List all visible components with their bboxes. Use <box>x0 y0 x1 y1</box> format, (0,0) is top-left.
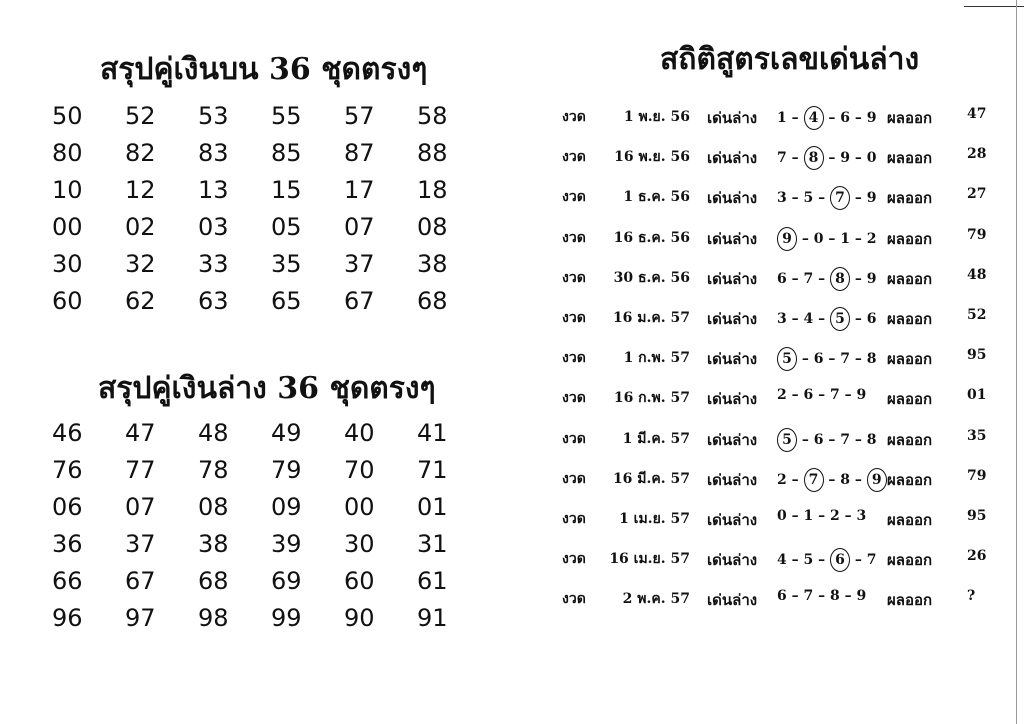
dash-separator: – <box>786 110 804 126</box>
result-value: ? <box>967 588 976 605</box>
dash-separator: – <box>797 351 814 368</box>
lower-pair-cell: 41 <box>417 419 448 447</box>
draw-label: งวด <box>562 309 586 326</box>
upper-pair-cell: 53 <box>198 102 229 130</box>
dash-separator: – <box>786 150 804 167</box>
stats-row <box>562 377 1002 417</box>
top-right-rule <box>964 6 1024 7</box>
circled-digit: 6 <box>830 548 850 572</box>
dash-separator: – <box>813 588 830 605</box>
circled-digit: 5 <box>777 428 797 452</box>
result-label: ผลออก <box>887 189 933 208</box>
lower-pair-cell: 71 <box>417 456 448 484</box>
dash-separator: – <box>813 507 830 524</box>
dash-separator: – <box>850 270 867 287</box>
dash-separator: – <box>839 387 857 404</box>
upper-pair-cell: 32 <box>125 250 156 278</box>
type-label: เด่นล่าง <box>707 551 758 570</box>
upper-pair-cell: 65 <box>271 287 302 315</box>
stats-row <box>562 257 1002 297</box>
upper-pair-cell: 60 <box>52 287 83 315</box>
draw-date: 1 มี.ค. 57 <box>622 430 690 447</box>
upper-pair-cell: 58 <box>417 102 448 130</box>
result-value: 26 <box>967 548 987 565</box>
dash-separator: – <box>823 431 841 448</box>
digit: 7 <box>866 552 877 569</box>
upper-pair-cell: 02 <box>125 213 156 241</box>
result-value: 01 <box>967 387 987 404</box>
upper-pair-cell: 55 <box>271 102 302 130</box>
lower-pair-cell: 09 <box>271 493 302 521</box>
lower-pair-cell: 01 <box>417 493 448 521</box>
circled-digit: 9 <box>867 468 887 492</box>
digit: 7 <box>840 351 850 368</box>
type-label: เด่นล่าง <box>707 470 758 489</box>
result-label: ผลออก <box>887 551 933 570</box>
result-value: 47 <box>967 106 987 122</box>
lower-pair-cell: 60 <box>344 567 375 595</box>
dash-separator: – <box>850 230 867 247</box>
type-label: เด่นล่าง <box>707 149 758 168</box>
digit-sequence <box>777 428 887 452</box>
draw-label: งวด <box>562 551 586 568</box>
result-value: 79 <box>967 467 987 484</box>
circled-digit: 4 <box>804 106 824 130</box>
digit: 2 <box>777 471 787 488</box>
digit: 7 <box>803 270 814 287</box>
draw-date: 16 มี.ค. 57 <box>612 470 690 487</box>
dash-separator: – <box>786 310 804 327</box>
digit: 6 <box>840 110 850 126</box>
type-label: เด่นล่าง <box>707 269 758 288</box>
stats-row <box>562 578 1002 618</box>
digit: 1 <box>803 507 814 524</box>
dash-separator: – <box>813 190 830 207</box>
result-label: ผลออก <box>887 109 933 127</box>
stats-row <box>562 418 1002 458</box>
digit: 0 <box>777 507 787 524</box>
circled-digit: 5 <box>830 307 850 331</box>
digit: 8 <box>866 431 877 448</box>
upper-pair-cell: 38 <box>417 250 448 278</box>
type-label: เด่นล่าง <box>707 350 758 369</box>
stats-row <box>562 176 1002 216</box>
lower-pair-cell: 49 <box>271 419 302 447</box>
lower-pair-cell: 79 <box>271 456 302 484</box>
result-value: 95 <box>967 507 987 524</box>
digit: 6 <box>866 310 877 327</box>
digit: 9 <box>866 270 877 287</box>
dash-separator: – <box>813 270 830 287</box>
result-label: ผลออก <box>887 269 933 288</box>
upper-pair-cell: 52 <box>125 102 156 130</box>
upper-pair-cell: 87 <box>344 139 375 167</box>
draw-label: งวด <box>562 350 586 367</box>
result-value: 35 <box>967 427 987 444</box>
draw-label: งวด <box>562 109 586 125</box>
dash-separator: – <box>823 471 841 488</box>
upper-pair-cell: 33 <box>198 250 229 278</box>
type-label: เด่นล่าง <box>707 109 758 127</box>
upper-pair-cell: 67 <box>344 287 375 315</box>
dash-separator: – <box>839 507 857 524</box>
lower-pair-cell: 37 <box>125 530 156 558</box>
lower-pair-cell: 30 <box>344 530 375 558</box>
upper-pair-cell: 68 <box>417 287 448 315</box>
digit: 6 <box>813 351 824 368</box>
draw-label: งวด <box>562 591 586 608</box>
dash-separator: – <box>850 310 867 327</box>
digit: 0 <box>813 230 824 247</box>
upper-pair-cell: 18 <box>417 176 448 204</box>
lower-pair-cell: 46 <box>52 419 83 447</box>
stats-row <box>562 297 1002 337</box>
draw-date: 16 พ.ย. 56 <box>614 149 690 166</box>
upper-pair-cell: 17 <box>344 176 375 204</box>
draw-label: งวด <box>562 510 586 527</box>
dash-separator: – <box>813 387 830 404</box>
result-label: ผลออก <box>887 591 933 610</box>
digit: 9 <box>866 110 877 126</box>
lower-pairs-grid <box>40 415 478 637</box>
stats-row <box>562 538 1002 578</box>
result-value: 28 <box>967 146 987 163</box>
upper-pair-cell: 83 <box>198 139 229 167</box>
upper-pair-cell: 82 <box>125 139 156 167</box>
lower-pair-cell: 48 <box>198 419 229 447</box>
draw-date: 2 พ.ค. 57 <box>622 591 690 608</box>
digit: 7 <box>840 431 850 448</box>
lower-pairs-title: สรุปคู่เงินล่าง 36 ชุดตรงๆ <box>98 371 436 406</box>
digit: 7 <box>803 588 814 605</box>
upper-pair-cell: 05 <box>271 213 302 241</box>
upper-pair-cell: 07 <box>344 213 375 241</box>
dash-separator: – <box>786 471 804 488</box>
type-label: เด่นล่าง <box>707 309 758 328</box>
lower-pair-cell: 47 <box>125 419 156 447</box>
upper-pair-cell: 00 <box>52 213 83 241</box>
type-label: เด่นล่าง <box>707 390 758 409</box>
upper-pair-cell: 50 <box>52 102 83 130</box>
dash-separator: – <box>850 110 867 126</box>
dash-separator: – <box>797 230 814 247</box>
digit-sequence <box>777 146 887 170</box>
lower-pair-cell: 70 <box>344 456 375 484</box>
upper-pair-cell: 03 <box>198 213 229 241</box>
digit-sequence <box>777 588 887 604</box>
upper-pair-cell: 13 <box>198 176 229 204</box>
dash-separator: – <box>813 552 830 569</box>
lower-pair-cell: 40 <box>344 419 375 447</box>
lower-pair-cell: 67 <box>125 567 156 595</box>
dash-separator: – <box>850 471 867 488</box>
lower-pair-cell: 07 <box>125 493 156 521</box>
upper-pair-cell: 85 <box>271 139 302 167</box>
circled-digit: 9 <box>777 227 797 251</box>
stats-row <box>562 217 1002 257</box>
type-label: เด่นล่าง <box>707 591 758 610</box>
draw-date: 16 ธ.ค. 56 <box>613 229 690 246</box>
digit: 5 <box>803 552 814 569</box>
draw-date: 1 ก.พ. 57 <box>623 350 690 367</box>
digit: 8 <box>840 471 850 488</box>
upper-pair-cell: 10 <box>52 176 83 204</box>
draw-label: งวด <box>562 390 586 407</box>
dash-separator: – <box>850 431 867 448</box>
dash-separator: – <box>786 270 804 287</box>
upper-pair-cell: 88 <box>417 139 448 167</box>
result-value: 27 <box>967 186 987 203</box>
draw-date: 16 ก.พ. 57 <box>613 390 690 407</box>
digit-sequence <box>777 347 887 371</box>
upper-pairs-grid <box>40 98 478 320</box>
digit: 8 <box>866 351 877 368</box>
result-label: ผลออก <box>887 510 933 529</box>
dash-separator: – <box>797 431 814 448</box>
dash-separator: – <box>786 588 804 605</box>
digit: 5 <box>803 190 814 207</box>
result-label: ผลออก <box>887 350 933 369</box>
dash-separator: – <box>850 552 867 569</box>
upper-pair-cell: 62 <box>125 287 156 315</box>
result-label: ผลออก <box>887 309 933 328</box>
circled-digit: 8 <box>804 146 824 170</box>
digit: 3 <box>856 507 867 524</box>
lower-pair-cell: 76 <box>52 456 83 484</box>
result-label: ผลออก <box>887 229 933 248</box>
dash-separator: – <box>850 351 867 368</box>
lower-pair-cell: 98 <box>198 604 229 632</box>
lower-pair-cell: 91 <box>417 604 448 632</box>
digit: 3 <box>777 190 787 207</box>
stats-row <box>562 337 1002 377</box>
dash-separator: – <box>786 387 804 404</box>
circled-digit: 8 <box>830 267 850 291</box>
lower-pair-cell: 08 <box>198 493 229 521</box>
lower-pair-cell: 99 <box>271 604 302 632</box>
lower-pair-cell: 06 <box>52 493 83 521</box>
stats-row <box>562 96 1002 136</box>
draw-date: 1 พ.ย. 56 <box>623 109 690 125</box>
digit: 9 <box>866 190 877 207</box>
type-label: เด่นล่าง <box>707 189 758 208</box>
digit: 4 <box>777 552 787 569</box>
draw-date: 1 เม.ย. 57 <box>619 510 690 527</box>
digit: 6 <box>813 431 824 448</box>
dash-separator: – <box>823 150 841 167</box>
dash-separator: – <box>850 190 867 207</box>
digit: 2 <box>830 507 840 524</box>
upper-pair-cell: 35 <box>271 250 302 278</box>
upper-pair-cell: 08 <box>417 213 448 241</box>
digit: 4 <box>803 310 814 327</box>
lower-pair-cell: 77 <box>125 456 156 484</box>
result-label: ผลออก <box>887 430 933 449</box>
result-label: ผลออก <box>887 149 933 168</box>
digit: 6 <box>777 588 787 605</box>
digit: 6 <box>777 270 787 287</box>
digit: 7 <box>777 150 787 167</box>
digit-sequence <box>777 307 887 331</box>
upper-pair-cell: 80 <box>52 139 83 167</box>
draw-date: 16 เม.ย. 57 <box>609 551 690 568</box>
digit: 6 <box>803 387 814 404</box>
draw-label: งวด <box>562 430 586 447</box>
digit: 3 <box>777 310 787 327</box>
digit: 9 <box>856 387 867 404</box>
upper-pair-cell: 12 <box>125 176 156 204</box>
lower-pair-cell: 78 <box>198 456 229 484</box>
digit: 8 <box>830 588 840 605</box>
digit: 2 <box>866 230 877 247</box>
type-label: เด่นล่าง <box>707 510 758 529</box>
upper-pair-cell: 63 <box>198 287 229 315</box>
stats-row <box>562 498 1002 538</box>
stats-title: สถิติสูตรเลขเด่นล่าง <box>660 42 920 77</box>
digit: 7 <box>830 387 840 404</box>
draw-label: งวด <box>562 269 586 286</box>
lower-pair-cell: 97 <box>125 604 156 632</box>
right-edge-rule <box>1016 0 1017 724</box>
circled-digit: 7 <box>830 186 850 210</box>
draw-label: งวด <box>562 229 586 246</box>
digit-sequence <box>777 186 887 210</box>
upper-pair-cell: 57 <box>344 102 375 130</box>
result-value: 79 <box>967 226 987 243</box>
draw-label: งวด <box>562 470 586 487</box>
result-label: ผลออก <box>887 390 933 409</box>
upper-pair-cell: 15 <box>271 176 302 204</box>
upper-pair-cell: 37 <box>344 250 375 278</box>
lower-pair-cell: 36 <box>52 530 83 558</box>
lower-pair-cell: 39 <box>271 530 302 558</box>
dash-separator: – <box>813 310 830 327</box>
digit-sequence <box>777 387 887 403</box>
lower-pair-cell: 00 <box>344 493 375 521</box>
result-label: ผลออก <box>887 470 933 489</box>
digit-sequence <box>777 548 887 572</box>
digit-sequence <box>777 106 887 130</box>
stats-row <box>562 136 1002 176</box>
draw-date: 16 ม.ค. 57 <box>612 309 690 326</box>
dash-separator: – <box>823 351 841 368</box>
type-label: เด่นล่าง <box>707 430 758 449</box>
digit-sequence <box>777 468 887 492</box>
dash-separator: – <box>839 588 857 605</box>
result-value: 48 <box>967 266 987 283</box>
dash-separator: – <box>850 150 867 167</box>
digit-sequence <box>777 508 887 524</box>
draw-label: งวด <box>562 149 586 166</box>
upper-pair-cell: 30 <box>52 250 83 278</box>
lower-pair-cell: 31 <box>417 530 448 558</box>
dash-separator: – <box>786 552 804 569</box>
dash-separator: – <box>786 507 804 524</box>
draw-label: งวด <box>562 189 586 206</box>
dash-separator: – <box>823 110 841 126</box>
lower-pair-cell: 68 <box>198 567 229 595</box>
circled-digit: 5 <box>777 347 797 371</box>
lower-pair-cell: 69 <box>271 567 302 595</box>
digit: 1 <box>777 110 787 126</box>
type-label: เด่นล่าง <box>707 229 758 248</box>
lower-pair-cell: 66 <box>52 567 83 595</box>
circled-digit: 7 <box>804 468 824 492</box>
digit: 2 <box>777 387 787 404</box>
result-value: 52 <box>967 306 987 323</box>
lower-pair-cell: 90 <box>344 604 375 632</box>
digit: 9 <box>856 588 867 605</box>
stats-table <box>562 96 1002 618</box>
digit-sequence <box>777 227 887 251</box>
draw-date: 30 ธ.ค. 56 <box>613 269 690 286</box>
draw-date: 1 ธ.ค. 56 <box>623 189 690 206</box>
lower-pair-cell: 38 <box>198 530 229 558</box>
lower-pair-cell: 61 <box>417 567 448 595</box>
dash-separator: – <box>823 230 841 247</box>
lower-pair-cell: 96 <box>52 604 83 632</box>
digit: 1 <box>840 230 850 247</box>
digit: 0 <box>866 150 877 167</box>
upper-pairs-title: สรุปคู่เงินบน 36 ชุดตรงๆ <box>100 52 428 87</box>
result-value: 95 <box>967 347 987 364</box>
digit-sequence <box>777 267 887 291</box>
digit: 9 <box>840 150 850 167</box>
stats-row <box>562 458 1002 498</box>
dash-separator: – <box>786 190 804 207</box>
